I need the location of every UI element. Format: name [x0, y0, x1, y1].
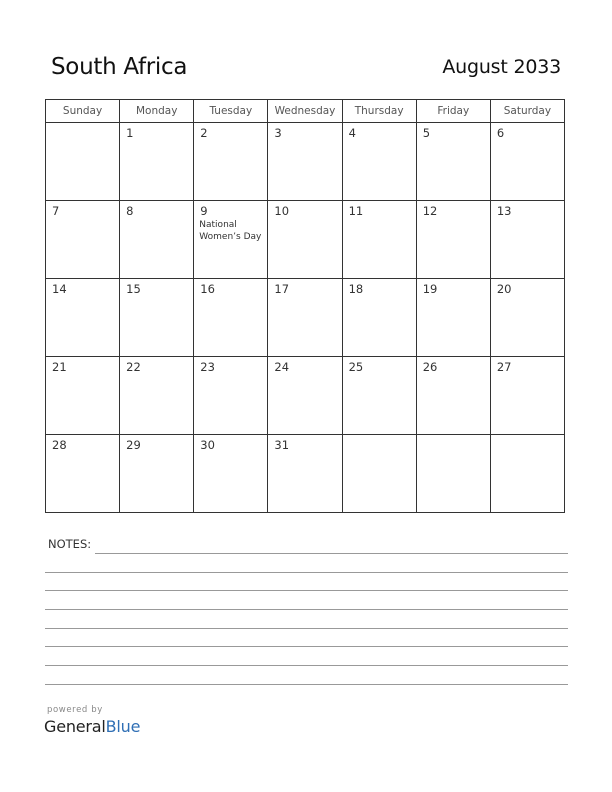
calendar-grid — [45, 99, 565, 513]
day-number: 17 — [274, 282, 290, 296]
day-number: 5 — [422, 126, 431, 140]
notes-line — [45, 646, 568, 647]
day-cell — [342, 201, 416, 279]
day-cell — [416, 201, 490, 279]
powered-by-text: powered by — [47, 705, 103, 715]
notes-line — [45, 609, 568, 610]
day-cell — [268, 123, 342, 201]
day-cell — [490, 123, 564, 201]
weekday-wednesday: Wednesday — [268, 100, 342, 123]
day-number: 27 — [496, 360, 512, 374]
day-cell — [268, 435, 342, 513]
day-number — [417, 435, 490, 438]
day-number: 22 — [126, 360, 141, 374]
day-cell — [416, 357, 490, 435]
day-number: 31 — [274, 438, 290, 452]
day-number: 21 — [52, 360, 67, 374]
day-number: 16 — [200, 282, 215, 296]
day-cell — [416, 435, 490, 513]
day-cell — [342, 123, 416, 201]
day-cell — [490, 435, 564, 513]
notes-line — [95, 553, 568, 554]
day-cell — [490, 357, 564, 435]
day-number: 8 — [126, 204, 134, 218]
week-row — [46, 279, 565, 357]
day-cell — [268, 357, 342, 435]
day-number: 13 — [496, 204, 512, 218]
day-cell — [194, 201, 268, 279]
day-cell — [268, 201, 342, 279]
weekday-friday: Friday — [416, 100, 490, 123]
day-number: 26 — [422, 360, 438, 374]
day-number: 14 — [52, 282, 67, 296]
day-number: 2 — [200, 126, 208, 140]
day-cell — [194, 357, 268, 435]
day-cell — [194, 279, 268, 357]
brand-blue-text: Blue — [105, 717, 141, 736]
weekday-saturday: Saturday — [490, 100, 564, 123]
day-number: 6 — [496, 126, 505, 140]
notes-line — [45, 628, 568, 629]
calendar-country-title: South Africa — [51, 54, 188, 80]
day-number — [46, 123, 119, 126]
day-number: 11 — [348, 204, 364, 218]
day-cell — [120, 201, 194, 279]
day-cell — [416, 123, 490, 201]
weekday-thursday: Thursday — [342, 100, 416, 123]
day-cell — [342, 435, 416, 513]
day-cell — [416, 279, 490, 357]
day-number: 1 — [126, 126, 134, 140]
day-cell — [120, 357, 194, 435]
generalblue-logo — [44, 717, 140, 736]
notes-line — [45, 684, 568, 685]
day-number: 9 — [200, 204, 208, 218]
week-row — [46, 357, 565, 435]
day-number: 28 — [52, 438, 67, 452]
day-number: 30 — [200, 438, 215, 452]
day-cell — [46, 357, 120, 435]
notes-line — [45, 665, 568, 666]
weekday-tuesday: Tuesday — [194, 100, 268, 123]
day-cell — [46, 435, 120, 513]
day-number: 23 — [200, 360, 215, 374]
day-cell — [46, 279, 120, 357]
day-cell — [342, 357, 416, 435]
holiday-label: National Women’s Day — [199, 220, 262, 242]
day-cell — [194, 123, 268, 201]
calendar-month-title: August 2033 — [442, 56, 561, 78]
day-number: 4 — [348, 126, 356, 140]
notes-line — [45, 590, 568, 591]
day-cell — [268, 279, 342, 357]
day-number: 25 — [348, 360, 364, 374]
day-cell — [342, 279, 416, 357]
brand-general-text: General — [44, 717, 106, 736]
day-number: 10 — [274, 204, 290, 218]
day-number — [343, 435, 416, 438]
weekday-sunday: Sunday — [46, 100, 120, 123]
day-cell — [194, 435, 268, 513]
day-cell — [490, 201, 564, 279]
week-row — [46, 123, 565, 201]
day-number: 7 — [52, 204, 60, 218]
week-row — [46, 201, 565, 279]
notes-label: NOTES: — [48, 537, 92, 551]
day-cell — [120, 435, 194, 513]
day-number: 12 — [422, 204, 438, 218]
day-number: 15 — [126, 282, 141, 296]
day-number: 19 — [422, 282, 438, 296]
day-cell — [46, 123, 120, 201]
day-number: 24 — [274, 360, 290, 374]
week-row — [46, 435, 565, 513]
day-number — [491, 435, 564, 438]
weekday-monday: Monday — [120, 100, 194, 123]
day-number: 3 — [274, 126, 282, 140]
day-cell — [490, 279, 564, 357]
day-number: 29 — [126, 438, 141, 452]
day-number: 20 — [496, 282, 512, 296]
day-cell — [120, 123, 194, 201]
day-number: 18 — [348, 282, 364, 296]
notes-line — [45, 572, 568, 573]
weekday-header-row — [46, 100, 565, 123]
day-cell — [46, 201, 120, 279]
day-cell — [120, 279, 194, 357]
